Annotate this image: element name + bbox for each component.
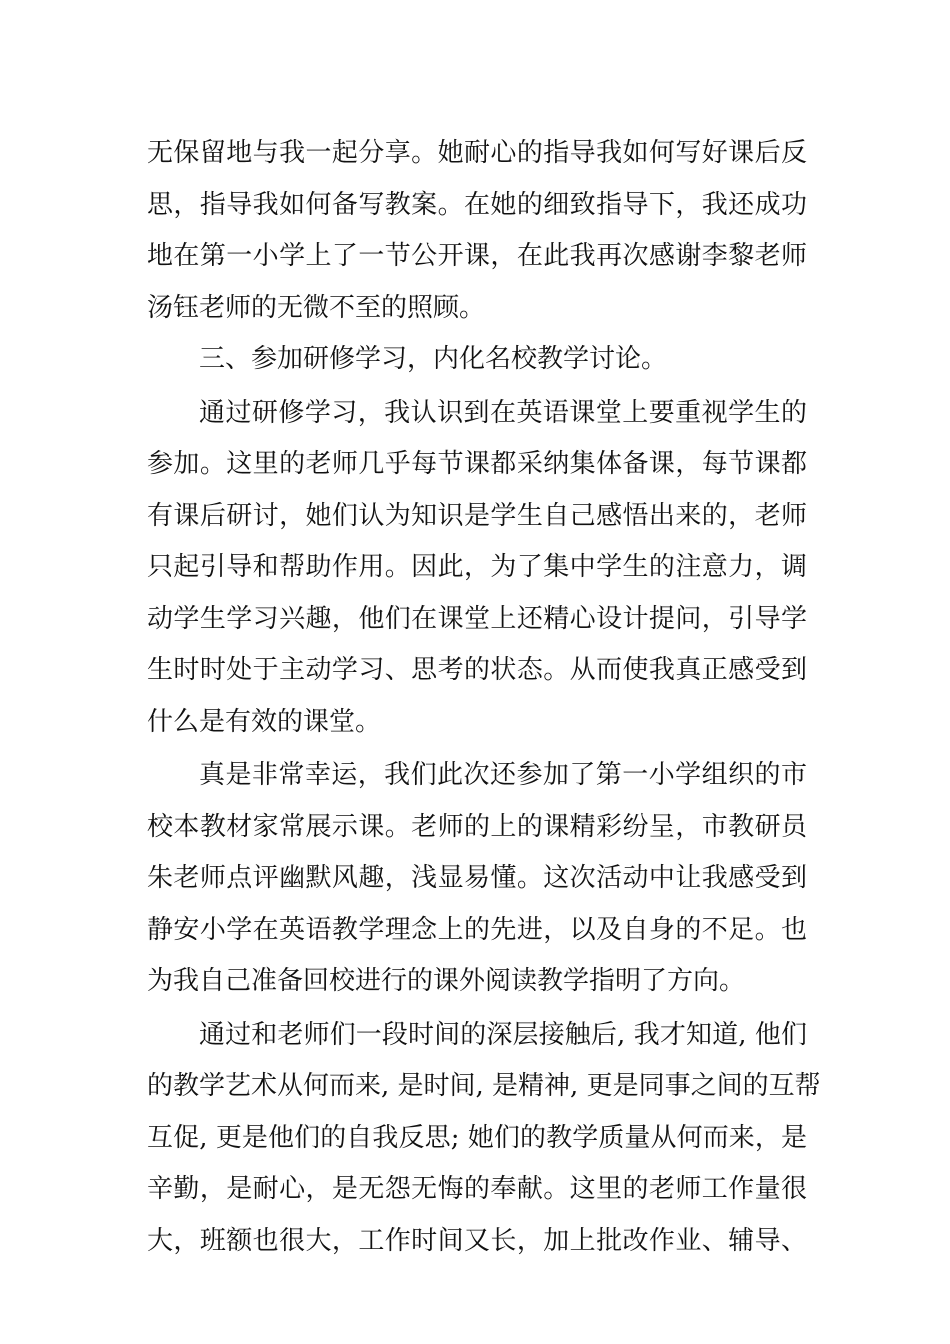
text-line: 动学生学习兴趣，他们在课堂上还精心设计提问，引导学 (147, 603, 807, 634)
text-line: 辛勤，是耐心，是无怨无悔的奉献。这里的老师工作量很 (147, 1174, 807, 1204)
text-line: 通过研修学习，我认识到在英语课堂上要重视学生的 (199, 397, 807, 428)
text-line: 只起引导和帮助作用。因此，为了集中学生的注意力，调 (147, 552, 807, 582)
text-line: 朱老师点评幽默风趣，浅显易懂。这次活动中让我感受到 (147, 863, 807, 893)
text-line: 生时时处于主动学习、思考的状态。从而使我真正感受到 (147, 655, 807, 685)
text-line: 为我自己准备回校进行的课外阅读教学指明了方向。 (147, 966, 746, 996)
paragraph-1 (147, 128, 807, 334)
text-line: 地在第一小学上了一节公开课，在此我再次感谢李黎老师 (147, 241, 807, 271)
text-line: 真是非常幸运，我们此次还参加了第一小学组织的市 (199, 760, 807, 790)
section-heading (147, 334, 807, 386)
text-line: 什么是有效的课堂。 (147, 706, 382, 737)
text-line: 汤钰老师的无微不至的照顾。 (147, 292, 486, 323)
paragraph-4 (147, 1010, 821, 1268)
text-line: 无保留地与我一起分享。她耐心的指导我如何写好课后反 (147, 138, 807, 168)
heading-line: 三、参加研修学习，内化名校教学讨论。 (199, 344, 668, 374)
text-line: 有课后研讨，她们认为知识是学生自己感悟出来的，老师 (147, 500, 807, 531)
text-line: 大，班额也很大，工作时间又长，加上批改作业、辅导、 (147, 1225, 807, 1256)
text-line: 互促, 更是他们的自我反思; 她们的教学质量从何而来，是 (147, 1122, 807, 1153)
text-line: 参加。这里的老师几乎每节课都采纳集体备课，每节课都 (147, 449, 807, 479)
text-line: 校本教材家常展示课。老师的上的课精彩纷呈，市教研员 (147, 811, 807, 842)
text-line: 思，指导我如何备写教案。在她的细致指导下，我还成功 (147, 189, 807, 220)
text-line: 通过和老师们一段时间的深层接触后, 我才知道, 他们 (199, 1019, 807, 1050)
paragraph-2 (147, 388, 807, 749)
paragraph-3 (147, 750, 807, 1008)
text-line: 的教学艺术从何而来, 是时间, 是精神, 更是同事之间的互帮 (147, 1071, 821, 1101)
body-text (147, 128, 821, 1267)
text-line: 静安小学在英语教学理念上的先进，以及自身的不足。也 (147, 914, 807, 945)
